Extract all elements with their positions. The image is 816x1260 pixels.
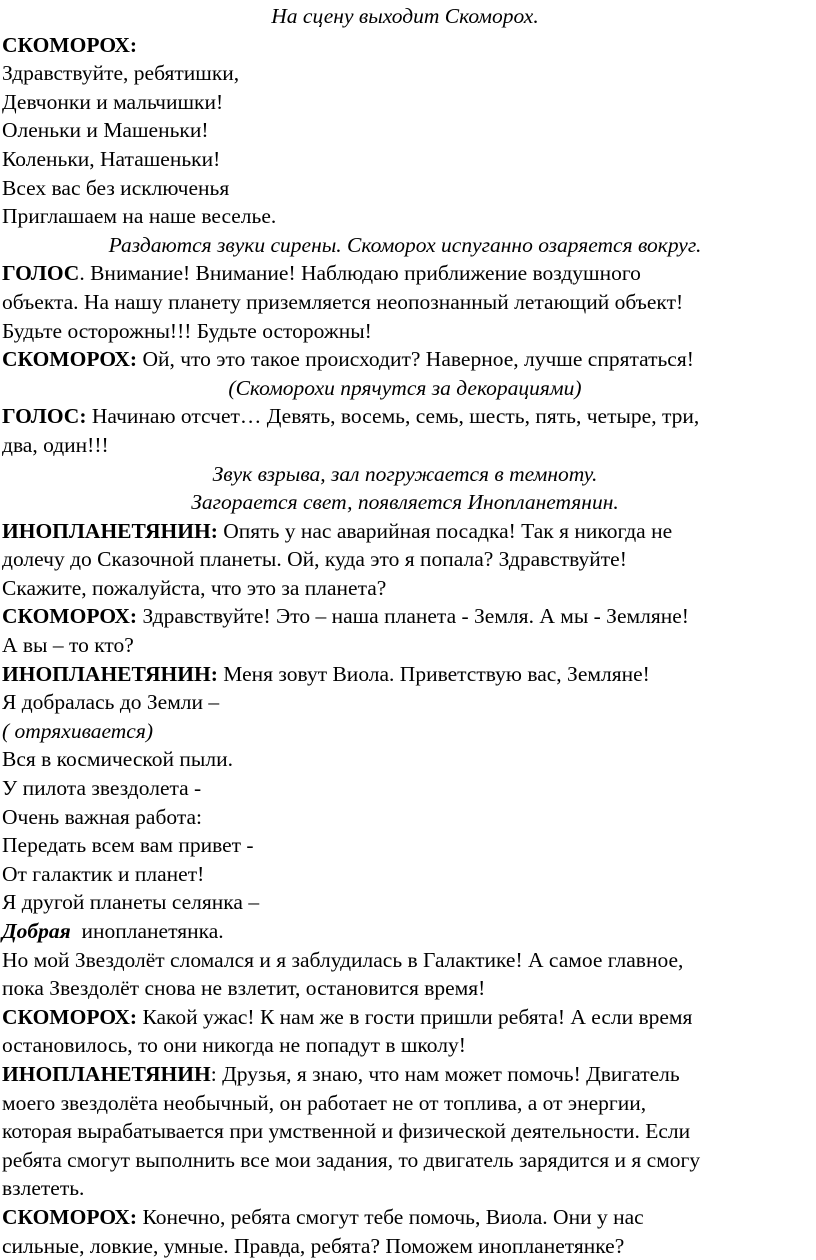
line-text: А вы – то кто?	[2, 633, 134, 658]
text-line	[2, 59, 808, 88]
line-text: Я другой планеты селянка –	[2, 890, 260, 915]
line-text: : Друзья, я знаю, что нам может помочь! Двигатель	[210, 1061, 680, 1086]
dialogue-line	[2, 1060, 808, 1089]
speaker-name: ГОЛОС:	[2, 404, 87, 429]
line-text: Ой, что это такое происходит? Наверное, лучше спрятаться!	[137, 347, 694, 372]
speaker-name: ИНОПЛАНЕТЯНИН:	[2, 518, 218, 543]
line-text: Девчонки и мальчишки!	[2, 89, 224, 114]
line-text: Здравствуйте! Это – наша планета - Земля. А мы - Земляне!	[137, 604, 689, 629]
text-line	[2, 888, 808, 917]
verse-line	[2, 917, 808, 946]
line-text: Конечно, ребята смогут тебе помочь, Виола. Они у нас	[137, 1204, 644, 1229]
line-text: От галактик и планет!	[2, 861, 205, 886]
line-text: Меня зовут Виола. Приветствую вас, Земляне!	[217, 661, 650, 686]
dialogue-line	[2, 660, 808, 689]
text-line	[2, 1117, 808, 1146]
speaker-name: СКОМОРОХ:	[2, 1004, 138, 1029]
remark: ( отряхивается)	[2, 718, 153, 743]
line-text: Вся в космической пыли.	[2, 747, 233, 772]
speaker-name: СКОМОРОХ:	[2, 32, 138, 57]
line-text: У пилота звездолета -	[2, 776, 202, 801]
line-text: . Внимание! Внимание! Наблюдаю приближение воздушного	[79, 261, 641, 286]
text-line	[2, 1146, 808, 1175]
line-text: Опять у нас аварийная посадка! Так я никогда не	[217, 518, 673, 543]
text-line	[2, 317, 808, 346]
text-line	[2, 860, 808, 889]
line-text: Коленьки, Наташеньки!	[2, 146, 221, 171]
line-text: Начинаю отсчет… Девять, восемь, семь, шесть, пять, четыре, три,	[86, 404, 700, 429]
text-line	[2, 145, 808, 174]
line-text: взлететь.	[2, 1176, 85, 1201]
line-text: долечу до Сказочной планеты. Ой, куда это я попала? Здравствуйте!	[2, 547, 627, 572]
dialogue-line	[2, 402, 808, 431]
text-line	[2, 88, 808, 117]
text-line	[2, 545, 808, 574]
line-text: Скажите, пожалуйста, что это за планета?	[2, 575, 387, 600]
line-text: Передать всем вам привет -	[2, 833, 254, 858]
dialogue-line	[2, 259, 808, 288]
text-line	[2, 774, 808, 803]
stage-direction: На сцену выходит Скоморох.	[271, 4, 539, 28]
speaker-name: ИНОПЛАНЕТЯНИН:	[2, 661, 218, 686]
dialogue-line	[2, 31, 808, 60]
line-text: остановилось, то они никогда не попадут в школу!	[2, 1033, 466, 1058]
text-line	[2, 1089, 808, 1118]
line-text: Будьте осторожны!!! Будьте осторожны!	[2, 318, 372, 343]
stage-direction: (Скоморохи прячутся за декорациями)	[228, 375, 582, 400]
text-line	[2, 803, 808, 832]
text-line	[2, 974, 808, 1003]
line-text: которая вырабатывается при умственной и физической деятельности. Если	[2, 1119, 691, 1144]
text-line	[2, 831, 808, 860]
text-line	[2, 1174, 808, 1203]
text-line	[2, 1232, 808, 1260]
text-line	[2, 431, 808, 460]
speaker-name: ИНОПЛАНЕТЯНИН	[2, 1061, 211, 1086]
dialogue-line	[2, 345, 808, 374]
text-line	[2, 574, 808, 603]
stage-direction: Загорается свет, появляется Инопланетянин.	[191, 490, 619, 515]
text-line	[2, 174, 808, 203]
line-text: Но мой Звездолёт сломался и я заблудилась в Галактике! А самое главное,	[2, 947, 684, 972]
speaker-name: ГОЛОС	[2, 261, 80, 286]
text-line	[2, 688, 808, 717]
dialogue-line	[2, 602, 808, 631]
stage-direction: Звук взрыва, зал погружается в темноту.	[212, 461, 598, 486]
line-text: моего звездолёта необычный, он работает не от топлива, а от энергии,	[2, 1090, 647, 1115]
speaker-name: СКОМОРОХ:	[2, 1204, 138, 1229]
line-text: Здравствуйте, ребятишки,	[2, 61, 240, 86]
line-text: два, один!!!	[2, 432, 109, 457]
speaker-name: СКОМОРОХ:	[2, 347, 138, 372]
dialogue-line	[2, 1203, 808, 1232]
line-text: объекта. На нашу планету приземляется неопознанный летающий объект!	[2, 289, 684, 314]
line-text: ребята смогут выполнить все мои задания, то двигатель зарядится и я смогу	[2, 1147, 701, 1172]
text-line	[2, 745, 808, 774]
text-line	[2, 202, 808, 231]
stage-direction: Раздаются звуки сирены. Скоморох испуганно озаряется вокруг.	[108, 232, 702, 257]
text-line	[2, 1031, 808, 1060]
text-line	[2, 946, 808, 975]
text-line	[2, 288, 808, 317]
line-text: Всех вас без исключенья	[2, 175, 230, 200]
emphasis: Добрая	[2, 919, 71, 943]
dialogue-line	[2, 1003, 808, 1032]
text-line	[2, 631, 808, 660]
speaker-name: СКОМОРОХ:	[2, 604, 138, 629]
line-text: Какой ужас! К нам же в гости пришли ребята! А если время	[137, 1004, 693, 1029]
line-text: Я добралась до Земли –	[2, 690, 220, 715]
dialogue-line	[2, 517, 808, 546]
line-text: Очень важная работа:	[2, 804, 203, 829]
line-text: сильные, ловкие, умные. Правда, ребята? Поможем инопланетянке?	[2, 1233, 625, 1258]
line-text: пока Звездолёт снова не взлетит, остановится время!	[2, 976, 486, 1001]
text-line	[2, 116, 808, 145]
line-text: инопланетянка.	[70, 919, 224, 943]
line-text: Оленьки и Машеньки!	[2, 118, 209, 143]
line-text: Приглашаем на наше веселье.	[2, 204, 277, 229]
